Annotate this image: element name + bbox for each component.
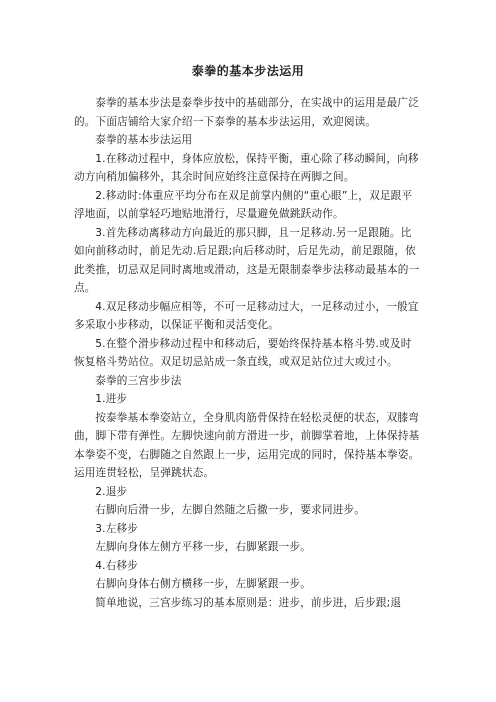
- document-title: 泰拳的基本步法运用: [191, 64, 305, 78]
- paragraph-point-4: 4.双足移动步幅应相等，不可一足移动过大，一足移动过小，一般宜多采取小步移动，以保证平衡和灵活变化。: [74, 300, 419, 331]
- paragraph-point-5: 5.在整个滑步移动过程中和移动后，要始终保持基本格斗势.或及时恢复格斗势站位。双足切忌站成一条直线，或双足站位过大或过小。: [74, 337, 412, 368]
- subheading-left-step: 3.左移步: [95, 522, 139, 535]
- paragraph-right-step: 右脚向身体右侧方横移一步，左脚紧跟一步。: [95, 578, 312, 590]
- paragraph-intro: 泰拳的基本步法是泰拳步技中的基础部分，在实战中的运用是最广泛的。下面店铺给大家介绍一下泰拳的基本步法运用，欢迎阅读。: [74, 97, 419, 128]
- paragraph-retreat: 右脚向后滑一步，左脚自然随之后撤一步，要求同进步。: [95, 504, 366, 516]
- document-body: [74, 94, 422, 612]
- section-heading-basic-footwork: 泰拳的基本步法运用: [95, 134, 193, 146]
- paragraph-advance: 按泰拳基本拳姿站立，全身肌肉筋骨保持在轻松灵便的状态，双膝弯曲，脚下带有弹性。左脚快速向前方滑进一步，前脚掌着地，上体保持基本拳姿不变，右脚随之自然跟上一步，运用完成的同时，保持基本拳姿。运用连贯轻松，呈弹跳状态。: [74, 411, 420, 479]
- paragraph-summary: 简单地说，三宫步练习的基本原则是：进步，前步进，后步跟;退: [95, 596, 402, 609]
- subheading-retreat: 2.退步: [95, 485, 128, 498]
- paragraph-point-1: 1.在移动过程中，身体应放松，保持平衡，重心除了移动瞬间，向移动方向稍加偏移外，其余时间应始终注意保持在两脚之间。: [74, 152, 419, 183]
- paragraph-point-3: 3.首先移动离移动方向最近的那只脚，且一足移动.另一足跟随。比如向前移动时，前足先动.后足跟;向后移动时，后足先动，前足跟随，依此类推，切忌双足同时离地或滑动，这是无限制泰拳步法移动最基本的一点。: [74, 226, 420, 294]
- paragraph-point-2: 2.移动时:体重应平均分布在双足前掌内侧的“重心眼”上，双足跟平浮地面，以前掌轻巧地贴地滑行，尽量避免做跳跃动作。: [74, 189, 413, 220]
- section-heading-three-palace: 泰拳的三宫步步法: [95, 374, 182, 387]
- subheading-right-step: 4.右移步: [95, 559, 139, 572]
- paragraph-left-step: 左脚向身体左侧方平移一步，右脚紧跟一步。: [95, 541, 312, 553]
- subheading-advance: 1.进步: [95, 393, 128, 405]
